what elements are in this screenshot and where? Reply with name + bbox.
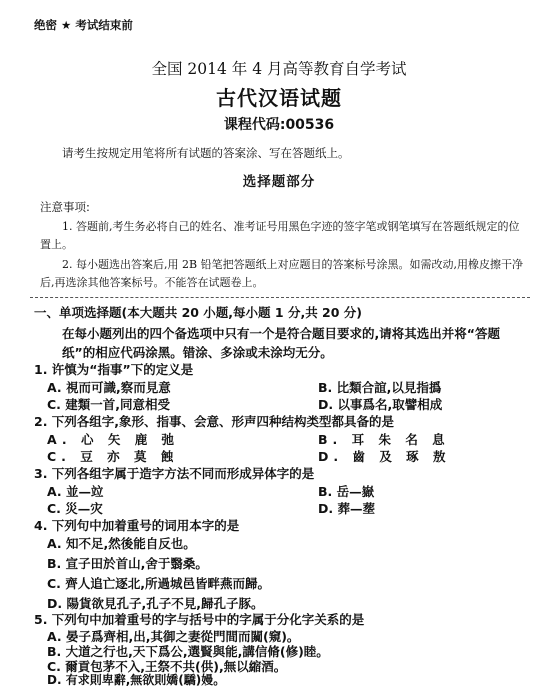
question-4-stem: 4. 下列句中加着重号的词用本字的是 [34, 518, 240, 533]
paper-title: 古代汉语试题 [216, 86, 342, 110]
note-item-1: 1. 答题前,考生务必将自己的姓名、准考证号用黑色字迹的签字笔或钢笔填写在答题纸规定的位置上。 [40, 220, 520, 251]
question-5-option-c: C. 爾貢包茅不入,王祭不共(供),無以縮酒。 [47, 659, 287, 674]
question-3-option-b: B. 岳—嶽 [318, 484, 375, 499]
question-5-option-d: D. 有求則卑辭,無欲則嬌(驕)嫚。 [47, 673, 226, 687]
exam-title: 全国 2014 年 4 月高等教育自学考试 [151, 60, 407, 78]
question-1-option-d: D. 以事爲名,取譬相成 [318, 397, 443, 412]
section-heading: 一、单项选择题(本大题共 20 小题,每小题 1 分,共 20 分) [34, 305, 363, 320]
question-1-option-c: C. 建類一首,同意相受 [47, 397, 171, 412]
question-1-option-a: A. 視而可識,察而見意 [47, 380, 171, 395]
question-3-option-d: D. 葬—塟 [318, 501, 375, 516]
general-instruction: 请考生按规定用笔将所有试题的答案涂、写在答题纸上。 [62, 146, 350, 160]
question-3-stem: 3. 下列各组字属于造字方法不同而形成异体字的是 [34, 466, 315, 481]
question-4-option-d: D. 陽貨欲見孔子,孔子不見,歸孔子豚。 [47, 596, 264, 611]
question-2-stem: 2. 下列各组字,象形、指事、会意、形声四种结构类型都具备的是 [34, 414, 395, 429]
notes-heading: 注意事项: [40, 200, 90, 214]
question-2-option-a: A. 心 矢 鹿 弛 [47, 432, 180, 447]
question-1-option-b: B. 比類合誼,以見指撝 [318, 380, 442, 395]
question-2-option-d: D. 齒 及 琢 敖 [318, 449, 451, 464]
question-2-option-c: C. 豆 亦 莫 蝕 [47, 449, 179, 464]
course-code: 课程代码:00536 [223, 117, 335, 133]
question-4-option-a: A. 知不足,然後能自反也。 [47, 536, 196, 551]
question-5-option-b: B. 大道之行也,天下爲公,選賢與能,講信脩(修)睦。 [47, 644, 329, 659]
section-description: 在每小题列出的四个备选项中只有一个是符合题目要求的,请将其选出并将“答题纸”的相应代码涂黑。错涂、多涂或未涂均无分。 [62, 326, 500, 360]
question-4-option-b: B. 宣子田於首山,舍于翳桑。 [47, 556, 208, 571]
part-title: 选择题部分 [242, 174, 316, 190]
question-5-option-a: A. 晏子爲齊相,出,其御之妻從門間而闚(窺)。 [47, 629, 300, 644]
question-4-option-c: C. 齊人追亡逐北,所過城邑皆畔燕而歸。 [47, 576, 271, 591]
question-3-option-a: A. 並—竝 [47, 484, 104, 499]
question-1-stem: 1. 许慎为“指事”下的定义是 [34, 362, 194, 377]
question-3-option-c: C. 災—灾 [47, 501, 103, 516]
secret-label: 绝密 ★ 考试结束前 [34, 18, 133, 32]
question-5-stem: 5. 下列句中加着重号的字与括号中的字属于分化字关系的是 [34, 612, 365, 627]
question-2-option-b: B. 耳 朱 名 息 [318, 432, 450, 447]
note-item-2: 2. 每小题选出答案后,用 2B 铅笔把答题纸上对应题目的答案标号涂黑。如需改动,用橡皮擦干净后,再选涂其他答案标号。不能答在试题卷上。 [40, 258, 524, 289]
section-divider [30, 297, 530, 298]
